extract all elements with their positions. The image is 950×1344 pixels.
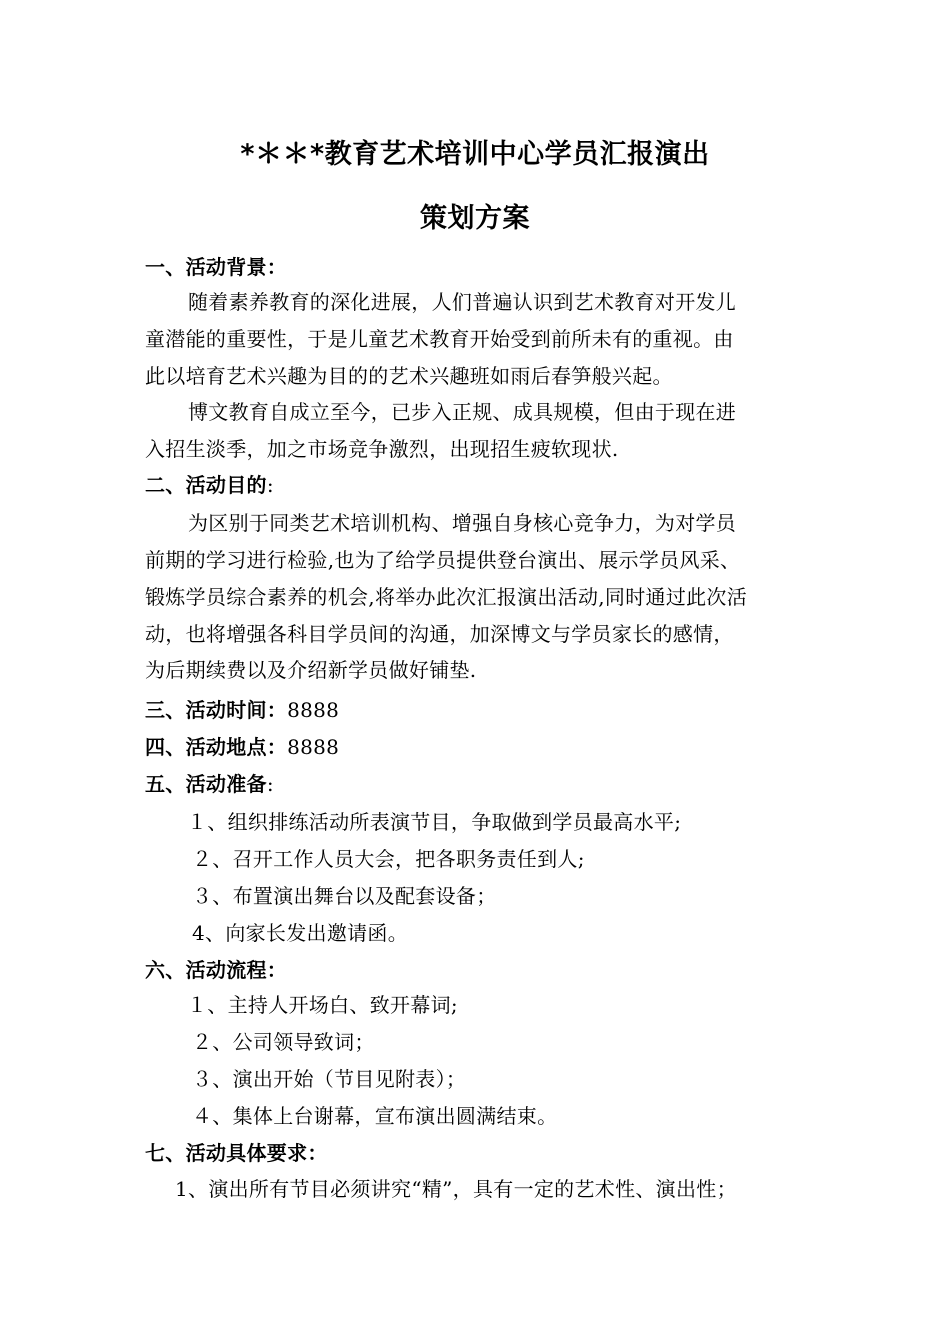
paragraph-line: 博文教育自成立至今，已步入正规、成具规模，但由于现在进 [188, 400, 737, 424]
paragraph-line: 为区别于同类艺术培训机构、增强自身核心竞争力，为对学员 [188, 511, 737, 535]
section-heading-time: 三、活动时间： [145, 698, 288, 722]
list-item: ２、公司领导致词； [192, 1030, 375, 1054]
section-place [145, 733, 339, 761]
document-subtitle: 策划方案 [420, 203, 530, 234]
paragraph-line: 随着素养教育的深化进展，人们普遍认识到艺术教育对开发儿 [188, 290, 737, 314]
list-item: ３、演出开始（节目见附表）； [192, 1067, 467, 1091]
paragraph-line: 为后期续费以及介绍新学员做好铺垫. [145, 658, 477, 682]
paragraph-line: 动，也将增强各科目学员间的沟通，加深博文与学员家长的感情， [145, 622, 734, 646]
section-heading-colon: : [266, 772, 274, 796]
list-item: １、组织排练活动所表演节目，争取做到学员最高水平; [187, 810, 682, 834]
paragraph-line: 此以培育艺术兴趣为目的的艺术兴趣班如雨后春笋般兴起。 [145, 364, 673, 388]
list-item: 4、向家长发出邀请函。 [192, 921, 409, 945]
section-heading-text: 五、活动准备 [145, 772, 267, 796]
section-time [145, 696, 339, 724]
section-heading-background: 一、活动背景： [145, 255, 288, 279]
document-title: *＊＊*教育艺术培训中心学员汇报演出 [240, 139, 710, 170]
section-heading-place: 四、活动地点： [145, 735, 288, 759]
paragraph-line: 入招生淡季，加之市场竞争激烈，出现招生疲软现状. [145, 437, 619, 461]
section-heading-purpose [145, 471, 274, 499]
list-item: １、主持人开场白、致开幕词; [187, 993, 458, 1017]
section-heading-preparation [145, 770, 274, 798]
list-item: ３、布置演出舞台以及配套设备； [192, 884, 497, 908]
paragraph-line: 锻炼学员综合素养的机会,将举办此次汇报演出活动,同时通过此次活 [145, 585, 748, 609]
section-heading-text: 二、活动目的 [145, 473, 267, 497]
list-item: 1、演出所有节目必须讲究“精”，具有一定的艺术性、演出性； [175, 1177, 737, 1201]
paragraph-line: 前期的学习进行检验,也为了给学员提供登台演出、展示学员风采、 [145, 548, 741, 572]
paragraph-line: 童潜能的重要性，于是儿童艺术教育开始受到前所未有的重视。由 [145, 327, 734, 351]
list-item: ４、集体上台谢幕，宣布演出圆满结束。 [192, 1104, 558, 1128]
time-value: 8888 [287, 698, 340, 722]
section-heading-requirements: 七、活动具体要求： [145, 1141, 328, 1165]
list-item: ２、召开工作人员大会，把各职务责任到人; [192, 847, 585, 871]
section-heading-colon: : [266, 473, 274, 497]
section-heading-process: 六、活动流程： [145, 958, 288, 982]
place-value: 8888 [287, 735, 340, 759]
